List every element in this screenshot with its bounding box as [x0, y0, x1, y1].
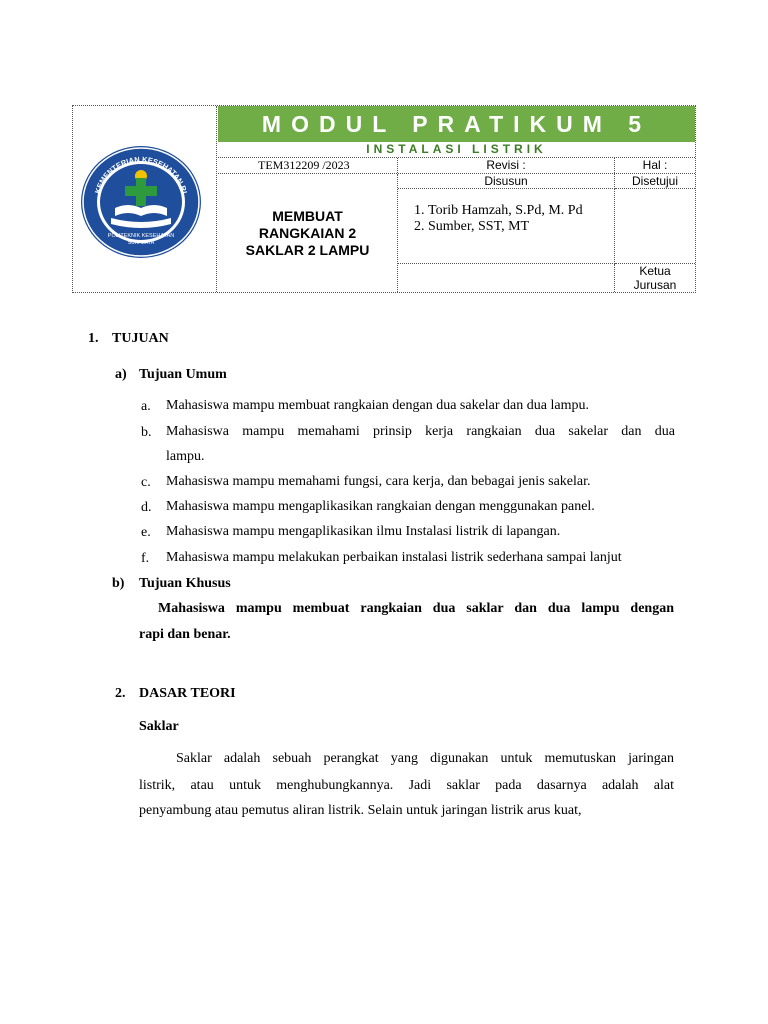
topic-line-3: SAKLAR 2 LAMPU [245, 241, 370, 258]
empty-cell [398, 264, 615, 292]
ketua-line-2: Jurusan [633, 278, 677, 292]
disusun-label: Disusun [398, 174, 615, 189]
module-code: TEM312209 /2023 [218, 158, 398, 173]
section-1-title: TUJUAN [112, 331, 169, 346]
module-subtitle: INSTALASI LISTRIK [218, 142, 695, 158]
author-item: 1. Torib Hamzah, S.Pd, M. Pd [428, 203, 608, 219]
ketua-jurusan-label [615, 264, 695, 292]
hal-label: Hal : [642, 158, 668, 172]
module-topic [218, 174, 398, 292]
list-text: Mahasiswa mampu mengaplikasikan ilmu Instalasi listrik di lapangan. [166, 524, 561, 539]
khusus-text-line-1: Mahasiswa mampu membuat rangkaian dua saklar dan dua lampu dengan [158, 601, 674, 616]
section-1-number: 1. [88, 331, 99, 346]
saklar-paragraph-line-3: penyambung atau pemutus aliran listrik. Selain untuk jaringan listrik arus kuat, [139, 803, 582, 818]
list-text: Mahasiswa mampu melakukan perbaikan instalasi listrik sederhana sampai lanjut [166, 550, 622, 565]
logo-bottom-text-2: SURABAYA [127, 240, 155, 246]
list-marker: e. [141, 525, 151, 540]
list-text: lampu. [166, 449, 205, 464]
subsection-b-marker: b) [112, 576, 125, 591]
topic-line-2: RANGKAIAN 2 [258, 224, 357, 241]
author-item: 2. Sumber, SST, MT [428, 219, 608, 235]
topic-line-1: MEMBUAT [272, 207, 343, 224]
list-marker: b. [141, 425, 152, 440]
subsection-a-title: Tujuan Umum [139, 367, 227, 382]
logo-ring-text: KEMENTERIAN KESEHATAN RI [93, 154, 189, 195]
ketua-line-1: Ketua [639, 264, 671, 278]
approver-signature-cell [615, 189, 695, 264]
revisi-label: Revisi : [398, 158, 615, 173]
saklar-heading: Saklar [139, 719, 179, 734]
section-2-number: 2. [115, 686, 126, 701]
logo-bottom-text-1: POLITEKNIK KESEHATAN [107, 233, 175, 239]
list-text: Mahasiswa mampu mengaplikasikan rangkaian dengan menggunakan panel. [166, 499, 595, 514]
subsection-a-marker: a) [115, 367, 127, 382]
saklar-paragraph-line-2: listrik, atau untuk menghubungkannya. Jadi saklar pada dasarnya adalah alat [139, 778, 674, 793]
disetujui-label: Disetujui [615, 174, 695, 189]
poltekkes-logo-icon [79, 144, 203, 260]
list-marker: c. [141, 475, 151, 490]
list-text: Mahasiswa mampu membuat rangkaian dengan dua sakelar dan dua lampu. [166, 398, 589, 413]
module-header-table [72, 105, 696, 293]
khusus-text-line-2: rapi dan benar. [139, 627, 231, 642]
list-marker: d. [141, 500, 152, 515]
saklar-paragraph-line-1: Saklar adalah sebuah perangkat yang digunakan untuk memutuskan jaringan [176, 751, 674, 766]
list-text: Mahasiswa mampu memahami prinsip kerja rangkaian dua sakelar dan dua [166, 424, 675, 439]
module-title: MODUL PRATIKUM 5 [218, 106, 695, 142]
list-text: Mahasiswa mampu memahami fungsi, cara kerja, dan bebagai jenis sakelar. [166, 474, 591, 489]
list-marker: a. [141, 399, 151, 414]
list-marker: f. [141, 551, 150, 566]
section-2-title: DASAR TEORI [139, 686, 236, 701]
subsection-b-title: Tujuan Khusus [139, 576, 231, 591]
logo-cell [73, 106, 217, 292]
authors-cell [398, 189, 615, 264]
code-row [218, 158, 695, 174]
